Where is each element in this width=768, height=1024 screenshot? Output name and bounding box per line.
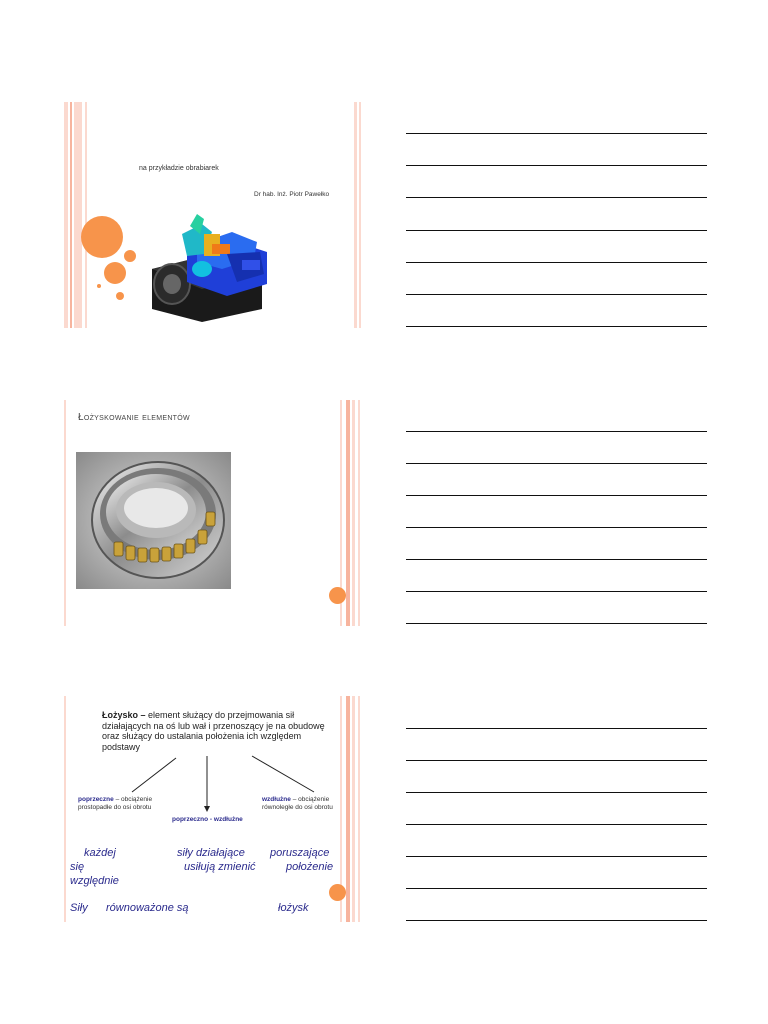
note-line (406, 463, 707, 464)
decor-circle (97, 284, 101, 288)
decor-bar (70, 102, 72, 328)
decor-circle (116, 292, 124, 300)
bearing-image (76, 452, 231, 589)
slide-author: Dr hab. Inż. Piotr Pawełko (254, 191, 330, 198)
slide-subtitle: na przykładzie obrabiarek (139, 165, 219, 172)
definition-term: Łożysko – (102, 710, 146, 720)
para1-word: się (70, 861, 85, 873)
note-line (406, 431, 707, 432)
para2-word: łożysk (278, 902, 309, 914)
para1-word: położenie (286, 861, 334, 873)
slide-title: Łożyskowanie elementów (78, 412, 190, 423)
decor-bar (74, 102, 82, 328)
right-desc: – obciążenie równoległe do osi obrotu (262, 796, 333, 811)
note-line (406, 262, 707, 263)
note-line (406, 920, 707, 921)
right-branch (262, 796, 348, 812)
slide-2 (62, 400, 362, 626)
note-line (406, 559, 707, 560)
para1-word: siły działające (177, 847, 245, 859)
decor-bar (64, 102, 68, 328)
para2-word: równoważone są (106, 902, 189, 914)
left-desc: – obciążenie prostopadłe do osi obrotu (78, 796, 153, 811)
note-line (406, 326, 707, 327)
note-line (406, 294, 707, 295)
definition-text: element służący do przejmowania sił działających na oś lub wał i przenoszący je na obudowę oraz służący do ustalania położenia ich względem podstawy (102, 710, 325, 752)
left-term: poprzeczne (78, 796, 114, 803)
note-line (406, 888, 707, 889)
note-line (406, 230, 707, 231)
para1-word: każdej (84, 847, 116, 859)
slide-1 (62, 102, 362, 328)
decor-bar (354, 102, 357, 328)
para2-word: Siły (70, 902, 88, 914)
note-line (406, 133, 707, 134)
decor-bar (346, 400, 350, 626)
note-line (406, 856, 707, 857)
machine-tool-image (142, 214, 272, 322)
decor-circle (124, 250, 136, 262)
para1-word: względnie (70, 875, 119, 887)
slide-3 (62, 696, 362, 922)
note-line (406, 760, 707, 761)
decor-bar (358, 400, 360, 626)
decor-bar (85, 102, 87, 328)
note-line (406, 495, 707, 496)
decor-circle (329, 884, 346, 901)
decor-circle (81, 216, 123, 258)
note-line (406, 824, 707, 825)
decor-circle (329, 587, 346, 604)
note-line (406, 527, 707, 528)
decor-bar (64, 400, 66, 626)
decor-circle (104, 262, 126, 284)
note-line (406, 623, 707, 624)
note-line (406, 197, 707, 198)
note-line (406, 591, 707, 592)
note-line (406, 792, 707, 793)
decor-bar (359, 102, 361, 328)
center-term: poprzeczno - wzdłużne (172, 816, 243, 823)
para1-word: poruszające (270, 847, 330, 859)
decor-bar (352, 400, 355, 626)
note-line (406, 165, 707, 166)
right-term: wzdłużne (262, 796, 291, 803)
para1-word: usiłują zmienić (184, 861, 256, 873)
note-line (406, 728, 707, 729)
left-branch (78, 796, 178, 812)
notes-area (406, 0, 707, 1024)
